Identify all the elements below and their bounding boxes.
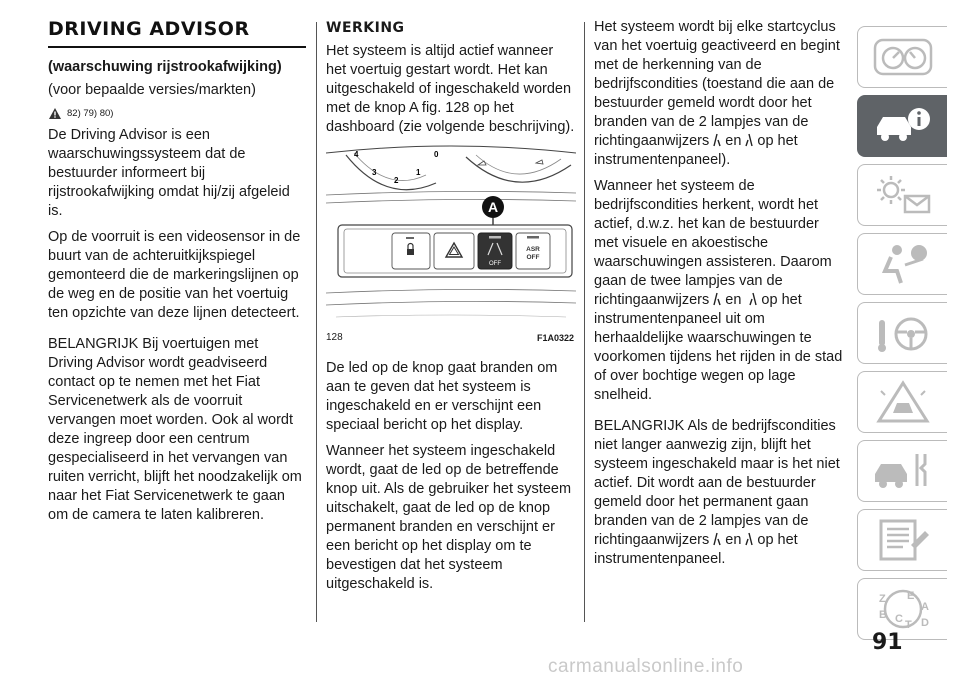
svg-text:E: E — [906, 590, 914, 602]
column-2 — [326, 18, 576, 601]
subtitle: (waarschuwing rijstrookafwijking) — [48, 59, 282, 75]
lane-left-indicator-icon — [711, 291, 723, 306]
svg-text:B: B — [878, 609, 887, 621]
car-info-icon — [871, 103, 935, 149]
tab-starting-driving[interactable] — [857, 302, 947, 364]
tab-warning-lights[interactable] — [857, 164, 947, 226]
warning-triangle-icon — [48, 107, 62, 120]
warning-triangle-icon — [871, 379, 935, 425]
gauge-number: 2 — [394, 176, 399, 185]
paragraph: Het systeem wordt bij elke startcyclus van het voertuig geactiveerd en begint met de herkenning van de bedrijfscondities (toestand die aan de bestuurder gemeld wordt door het branden van de 2 lampjes van de richtingaanwijzers en op het instrumentenpaneel). — [594, 19, 840, 168]
paragraph: Wanneer het systeem de bedrijfscondities herkent, wordt het actief, d.w.z. het kan de bestuurder met visuele en akoestische waarschuwingen assisteren. Daarom gaan de twee lampjes van de richtingaanwijzers en op het instrumentenpaneel uit om herhaaldelijke waarschuwingen te voorkomen tijdens het rijden in de stad of over bochtige wegen op lage snelheid. — [594, 178, 843, 403]
gauge-number: 0 — [434, 150, 439, 159]
column-divider-left — [316, 22, 317, 622]
column-3 — [594, 18, 846, 576]
svg-text:T: T — [904, 619, 912, 631]
lane-left-indicator-icon — [711, 531, 723, 546]
button-off-label: OFF — [489, 261, 501, 267]
gauge-number: 1 — [416, 168, 421, 177]
asr-label: ASR — [526, 246, 540, 253]
svg-text:C: C — [894, 613, 903, 625]
column-divider-right — [584, 22, 585, 622]
tab-technical-data[interactable] — [857, 509, 947, 571]
availability-note: (voor bepaalde versies/markten) — [48, 82, 256, 98]
alphabet-index-icon — [871, 586, 935, 632]
paragraph-important: BELANGRIJK Als de bedrijfscondities niet langer aanwezig zijn, blijft het systeem ingeschakeld maar is het niet actief. Dit wordt aan de bestuurder gemeld door het permanent gaan branden van de 2 lampjes van de richtingaanwijzers en op het instrumentenpaneel. — [594, 418, 840, 567]
car-service-tools-icon — [871, 448, 935, 494]
warning-refs-text: 82) 79) 80) — [67, 108, 114, 119]
tab-car-info[interactable] — [857, 95, 947, 157]
warning-lights-icon — [871, 172, 935, 218]
warning-references — [48, 107, 306, 120]
dashboard-gauge-icon — [871, 34, 935, 80]
key-steering-wheel-icon — [871, 310, 935, 356]
watermark: carmanualsonline.info — [548, 656, 744, 677]
lane-right-indicator-icon — [743, 531, 755, 546]
asr-off-label: OFF — [526, 254, 540, 261]
tab-maintenance[interactable] — [857, 440, 947, 502]
callout-a: A — [487, 199, 499, 215]
figure-number: 128 — [326, 332, 343, 343]
figure-code: F1A0322 — [536, 333, 574, 343]
figure-dashboard-buttons — [326, 145, 576, 345]
column-1 — [48, 18, 306, 532]
svg-text:D: D — [920, 617, 929, 629]
chapter-tabs — [857, 26, 947, 647]
svg-text:A: A — [920, 601, 929, 613]
svg-text:Z: Z — [878, 593, 886, 605]
paragraph: De led op de knop gaat branden om aan te geven dat het systeem is ingeschakeld en er verschijnt een speciaal bericht op het display. — [326, 360, 558, 433]
section-title: WERKING — [326, 20, 405, 36]
page-number: 91 — [872, 630, 903, 655]
lane-right-indicator-icon — [747, 291, 759, 306]
airbag-seat-icon — [871, 241, 935, 287]
paragraph: Op de voorruit is een videosensor in de buurt van de achteruitkijkspiegel gemonteerd die de markeringslijnen op de weg en de positie van het voertuig ten opzichte van deze lijnen detecteert. — [48, 229, 301, 321]
gauge-number: 4 — [354, 150, 359, 159]
dashboard-illustration — [326, 145, 576, 345]
lane-left-indicator-icon — [711, 132, 723, 147]
technical-data-icon — [871, 517, 935, 563]
tab-safety[interactable] — [857, 233, 947, 295]
gauge-number: 3 — [372, 168, 377, 177]
tab-dashboard[interactable] — [857, 26, 947, 88]
paragraph: Het systeem is altijd actief wanneer het voertuig gestart wordt. Het kan uitgeschakeld of ingeschakeld worden met de knop A fig. 128 op het dashboard (zie volgende beschrijving). — [326, 43, 575, 135]
paragraph: De Driving Advisor is een waarschuwingssysteem dat de bestuurder informeert bij rijstrookafwijking omdat hij/zij afgeleid is. — [48, 127, 290, 219]
paragraph: Wanneer het systeem ingeschakeld wordt, gaat de led op de betreffende knop uit. Als de gebruiker het systeem uitschakelt, gaat de led op de knop permanent branden en verschijnt er een bericht op het display om te bevestigen dat het systeem uitgeschakeld is. — [326, 443, 572, 592]
tab-emergency[interactable] — [857, 371, 947, 433]
lane-right-indicator-icon — [743, 132, 755, 147]
paragraph-important: BELANGRIJK Bij voertuigen met Driving Advisor wordt geadviseerd contact op te nemen met het Fiat Servicenetwerk als de voorruit vervangen moet worden. Ook al wordt deze ingreep door een centrum gespecialiseerd in het vervangen van ruiten verricht, blijft het noodzakelijk om naar het Fiat Servicenetwerk te gaan om de camera te laten kalibreren. — [48, 336, 302, 523]
page-heading: DRIVING ADVISOR — [48, 18, 306, 48]
